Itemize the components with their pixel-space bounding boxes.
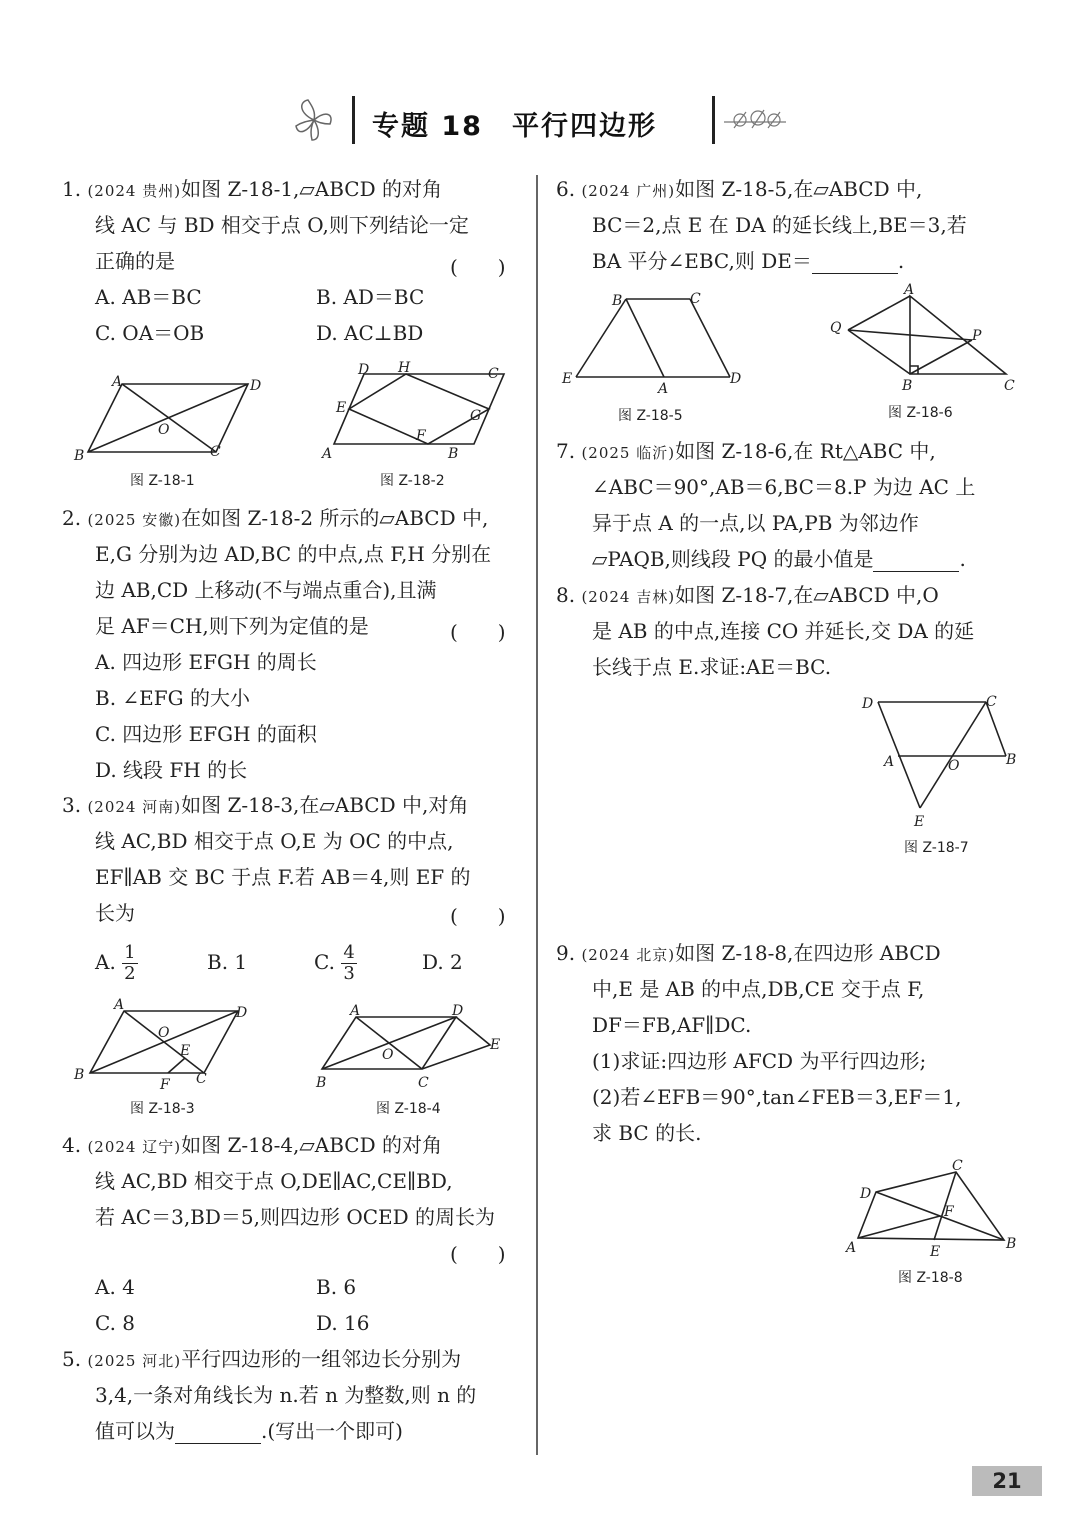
f8-label-e: E	[930, 1244, 941, 1260]
q1-option-c: C. OA＝OB	[95, 321, 205, 345]
f1-label-a: A	[112, 374, 123, 390]
f4-label-b: B	[316, 1075, 327, 1091]
q2-answer-paren: ( )	[450, 620, 506, 644]
q1-line-3: 正确的是	[95, 249, 175, 273]
f3-label-f: F	[160, 1077, 170, 1093]
f5-caption: 图 Z-18-5	[618, 408, 683, 424]
f2-label-b: B	[448, 446, 459, 462]
f8-caption: 图 Z-18-8	[898, 1270, 963, 1286]
figure-z-18-3	[70, 995, 270, 1095]
q8-line-1: 8. (2024 吉林)如图 Z-18-7,在▱ABCD 中,O	[556, 583, 939, 607]
q9-line-2: 中,E 是 AB 的中点,DB,CE 交于点 F,	[592, 977, 925, 1001]
q4-option-c: C. 8	[95, 1311, 136, 1335]
f2-label-a: A	[322, 446, 333, 462]
f2-label-g: G	[470, 408, 482, 424]
q4-line-1: 4. (2024 辽宁)如图 Z-18-4,▱ABCD 的对角	[62, 1133, 442, 1157]
f4-label-d: D	[452, 1003, 464, 1019]
figure-z-18-2	[320, 358, 520, 468]
q3-line-3: EF∥AB 交 BC 于点 F.若 AB＝4,则 EF 的	[95, 865, 471, 889]
f7-label-b: B	[1006, 752, 1017, 768]
f8-label-d: D	[860, 1186, 872, 1202]
f8-label-b: B	[1006, 1236, 1017, 1252]
q5-answer-blank[interactable]	[175, 1423, 261, 1444]
q5-line-1: 5. (2025 河北)平行四边形的一组邻边长分别为	[62, 1347, 462, 1371]
f3-label-d: D	[236, 1005, 248, 1021]
q1-option-a: A. AB＝BC	[95, 285, 202, 309]
q1-line-2: 线 AC 与 BD 相交于点 O,则下列结论一定	[95, 213, 469, 237]
f8-label-f: F	[944, 1204, 954, 1220]
q7-answer-blank[interactable]	[873, 551, 959, 572]
f6-label-a: A	[904, 282, 915, 298]
q9-line-5: (2)若∠EFB＝90°,tan∠FEB＝3,EF＝1,	[592, 1085, 962, 1109]
f1-label-d: D	[250, 378, 262, 394]
f7-label-c: C	[986, 694, 997, 710]
f7-label-d: D	[862, 696, 874, 712]
q4-option-d: D. 16	[316, 1311, 370, 1335]
q4-line-2: 线 AC,BD 相交于点 O,DE∥AC,CE∥BD,	[95, 1169, 453, 1193]
f3-caption: 图 Z-18-3	[130, 1101, 195, 1117]
f2-label-h: H	[398, 360, 411, 376]
column-divider	[536, 175, 538, 1455]
q3-option-b: B. 1	[207, 950, 248, 974]
q2-option-d: D. 线段 FH 的长	[95, 758, 248, 782]
page-header	[0, 88, 1080, 148]
q7-line-3: 异于点 A 的一点,以 PA,PB 为邻边作	[592, 511, 919, 535]
figure-z-18-1	[70, 368, 270, 468]
q9-line-4: (1)求证:四边形 AFCD 为平行四边形;	[592, 1049, 927, 1073]
f7-label-e: E	[914, 814, 925, 830]
f1-label-b: B	[74, 448, 85, 464]
q8-line-3: 长线于点 E.求证:AE＝BC.	[592, 655, 832, 679]
q1-line-1: 1. (2024 贵州)如图 Z-18-1,▱ABCD 的对角	[62, 177, 442, 201]
q1-option-b: B. AD＝BC	[316, 285, 425, 309]
q6-answer-blank[interactable]	[812, 253, 898, 274]
header-bar-right	[712, 96, 715, 144]
flower-ornament-right-icon	[722, 104, 788, 138]
f2-label-c: C	[488, 366, 499, 382]
q5-line-2: 3,4,一条对角线长为 n.若 n 为整数,则 n 的	[95, 1383, 477, 1407]
page-title: 专题 18 平行四边形	[372, 111, 657, 142]
figure-z-18-7	[856, 688, 1036, 828]
f3-label-c: C	[196, 1071, 207, 1087]
f3-label-b: B	[74, 1067, 85, 1083]
f2-caption: 图 Z-18-2	[380, 473, 445, 489]
q9-line-6: 求 BC 的长.	[592, 1121, 702, 1145]
f5-label-c: C	[690, 291, 701, 307]
q4-line-3: 若 AC＝3,BD＝5,则四边形 OCED 的周长为	[95, 1205, 496, 1229]
f2-label-d: D	[358, 362, 370, 378]
q3-answer-paren: ( )	[450, 904, 506, 928]
q1-option-d: D. AC⊥BD	[316, 321, 424, 345]
f4-label-e: E	[490, 1037, 501, 1053]
q9-line-1: 9. (2024 北京)如图 Z-18-8,在四边形 ABCD	[556, 941, 941, 965]
q7-line-1: 7. (2025 临沂)如图 Z-18-6,在 Rt△ABC 中,	[556, 439, 936, 463]
f8-label-a: A	[846, 1240, 857, 1256]
f3-label-o: O	[158, 1025, 170, 1041]
f5-label-d: D	[730, 371, 742, 387]
q1-answer-paren: ( )	[450, 255, 506, 279]
f1-label-o: O	[158, 422, 170, 438]
q6-line-1: 6. (2024 广州)如图 Z-18-5,在▱ABCD 中,	[556, 177, 923, 201]
figure-z-18-6	[826, 282, 1026, 394]
f2-label-e: E	[336, 400, 347, 416]
f4-label-a: A	[350, 1003, 361, 1019]
figure-z-18-4	[310, 995, 520, 1095]
q6-line-2: BC＝2,点 E 在 DA 的延长线上,BE＝3,若	[592, 213, 967, 237]
f6-label-c: C	[1004, 378, 1015, 394]
q3-fraction-a: $\frac{1}{2}$	[124, 942, 136, 984]
f7-label-o: O	[948, 758, 960, 774]
f6-label-p: P	[972, 328, 982, 344]
q6-line-3: BA 平分∠EBC,则 DE＝ .	[592, 249, 905, 273]
f1-caption: 图 Z-18-1	[130, 473, 195, 489]
q3-line-2: 线 AC,BD 相交于点 O,E 为 OC 的中点,	[95, 829, 454, 853]
q2-option-c: C. 四边形 EFGH 的面积	[95, 722, 317, 746]
f4-label-c: C	[418, 1075, 429, 1091]
figure-z-18-8	[842, 1152, 1032, 1264]
q3-option-a: A. $\frac{1}{2}$	[95, 942, 136, 984]
f8-label-c: C	[952, 1158, 963, 1174]
q3-line-1: 3. (2024 河南)如图 Z-18-3,在▱ABCD 中,对角	[62, 793, 469, 817]
q2-option-a: A. 四边形 EFGH 的周长	[95, 650, 317, 674]
q4-option-b: B. 6	[316, 1275, 357, 1299]
f1-label-c: C	[210, 444, 221, 460]
f3-label-e: E	[180, 1043, 191, 1059]
f7-caption: 图 Z-18-7	[904, 840, 969, 856]
q7-line-2: ∠ABC＝90°,AB＝6,BC＝8.P 为边 AC 上	[592, 475, 976, 499]
q9-line-3: DF＝FB,AF∥DC.	[592, 1013, 752, 1037]
header-bar-left	[352, 96, 355, 144]
q2-line-1: 2. (2025 安徽)在如图 Z-18-2 所示的▱ABCD 中,	[62, 506, 489, 530]
q3-fraction-c: $\frac{4}{3}$	[343, 942, 355, 984]
flower-ornament-left-icon	[290, 96, 338, 144]
q4-answer-paren: ( )	[450, 1242, 506, 1266]
f2-label-f: F	[416, 428, 426, 444]
page-number: 21	[972, 1466, 1042, 1496]
q5-line-3: 值可以为 .(写出一个即可)	[95, 1419, 403, 1443]
q2-line-3: 边 AB,CD 上移动(不与端点重合),且满	[95, 578, 437, 602]
f4-label-o: O	[382, 1047, 394, 1063]
f5-label-a: A	[658, 381, 669, 397]
q3-option-c: C. $\frac{4}{3}$	[314, 942, 355, 984]
f6-caption: 图 Z-18-6	[888, 405, 953, 421]
f5-label-e: E	[562, 371, 573, 387]
q4-option-a: A. 4	[95, 1275, 135, 1299]
q7-line-4: ▱PAQB,则线段 PQ 的最小值是 .	[592, 547, 966, 571]
q2-line-2: E,G 分别为边 AD,BC 的中点,点 F,H 分别在	[95, 542, 492, 566]
f4-caption: 图 Z-18-4	[376, 1101, 441, 1117]
q3-option-d: D. 2	[422, 950, 463, 974]
f5-label-b: B	[612, 293, 623, 309]
figure-z-18-5	[558, 285, 758, 395]
f6-label-b: B	[902, 378, 913, 394]
q2-line-4: 足 AF＝CH,则下列为定值的是	[95, 614, 369, 638]
f3-label-a: A	[114, 997, 125, 1013]
q2-option-b: B. ∠EFG 的大小	[95, 686, 250, 710]
q3-line-4: 长为	[95, 901, 135, 925]
q8-line-2: 是 AB 的中点,连接 CO 并延长,交 DA 的延	[592, 619, 975, 643]
f7-label-a: A	[884, 754, 895, 770]
f6-label-q: Q	[830, 320, 842, 336]
